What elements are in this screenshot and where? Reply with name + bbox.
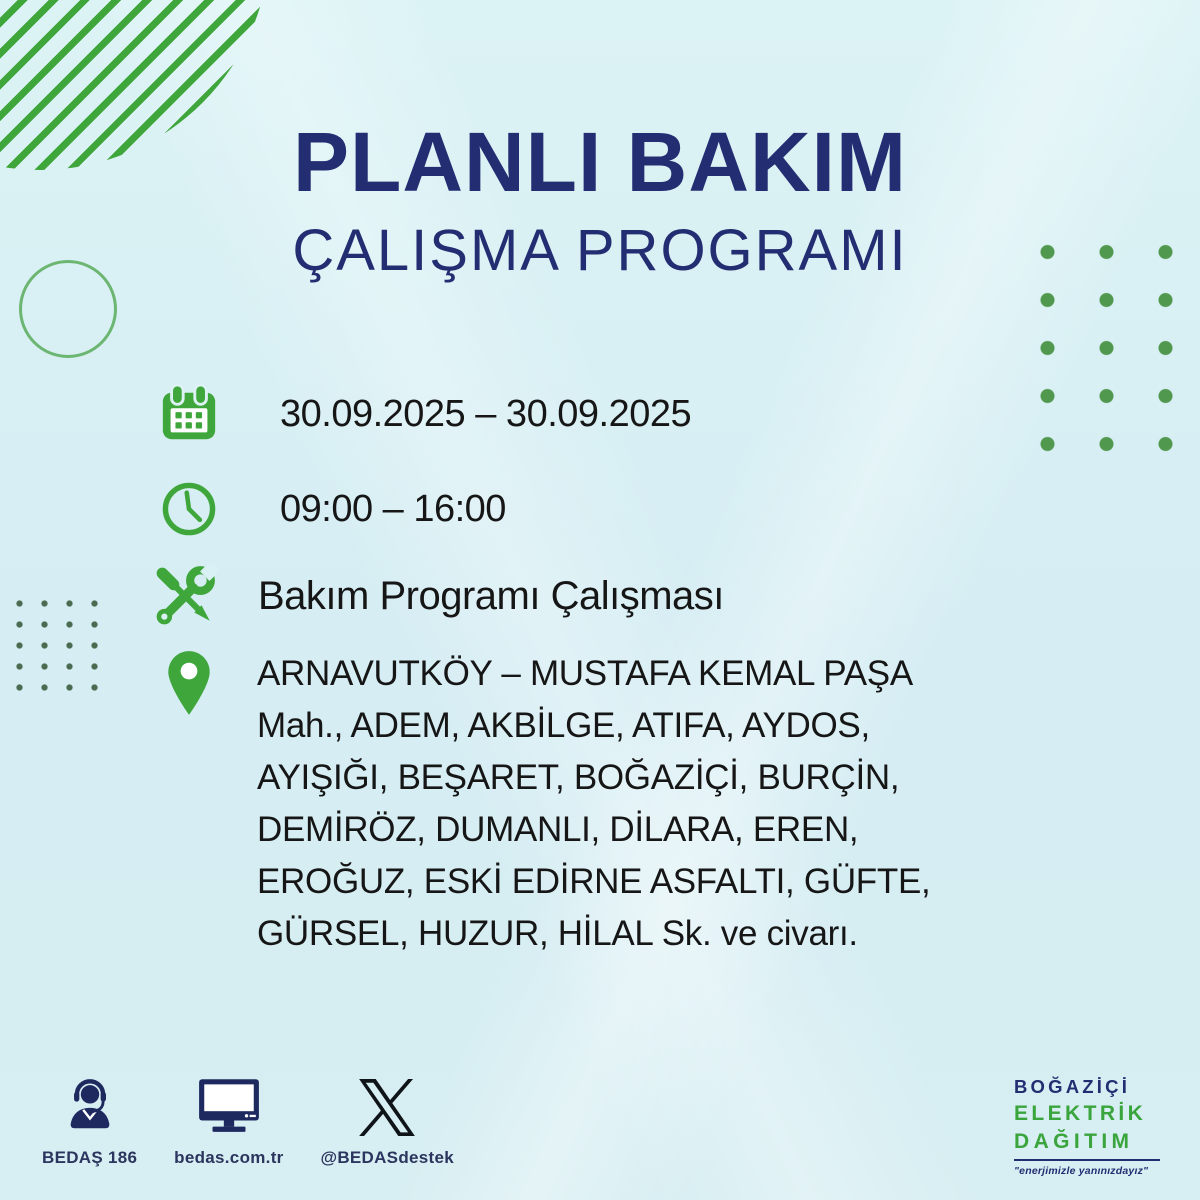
- date-range: 30.09.2025 – 30.09.2025: [280, 392, 692, 435]
- logo-line-bogazici: BOĞAZİÇİ: [1014, 1076, 1131, 1097]
- clock-icon: [160, 480, 218, 538]
- logo-tagline: "enerjimizle yanınızdayız": [1014, 1165, 1149, 1177]
- contact-call-center-label: BEDAŞ 186: [42, 1148, 138, 1167]
- location-line: ARNAVUTKÖY – MUSTAFA KEMAL PAŞA: [257, 654, 913, 693]
- location-line: DEMİRÖZ, DUMANLI, DİLARA, EREN,: [257, 810, 859, 849]
- logo-line-dagitim: DAĞITIM: [1014, 1130, 1134, 1153]
- time-range: 09:00 – 16:00: [280, 487, 506, 530]
- location-line: Mah., ADEM, AKBİLGE, ATIFA, AYDOS,: [257, 706, 870, 745]
- location-line: GÜRSEL, HUZUR, HİLAL Sk. ve civarı.: [257, 914, 858, 953]
- date-row: [158, 383, 691, 445]
- contact-x-account-label[interactable]: @BEDASdestek: [320, 1148, 454, 1167]
- location-line: EROĞUZ, ESKİ EDİRNE ASFALTI, GÜFTE,: [257, 862, 931, 901]
- logo-divider: [1014, 1159, 1160, 1161]
- calendar-icon: [158, 383, 220, 445]
- work-type-row: [152, 563, 724, 629]
- contact-x-account[interactable]: [320, 1072, 454, 1168]
- contact-website-label[interactable]: bedas.com.tr: [174, 1148, 284, 1167]
- time-row: [160, 480, 506, 538]
- work-type-label: Bakım Programı Çalışması: [258, 573, 724, 618]
- tools-icon: [152, 563, 218, 629]
- x-logo-icon: [359, 1072, 415, 1136]
- company-logo: [1014, 1076, 1164, 1177]
- contact-website[interactable]: [174, 1072, 283, 1168]
- dot-grid-left-decoration: [7, 593, 107, 698]
- poster-title: PLANLI BAKIM: [293, 115, 907, 209]
- location-row: [163, 648, 930, 960]
- monitor-icon: [196, 1072, 262, 1136]
- contact-call-center: [42, 1072, 137, 1168]
- footer-contacts: [42, 1072, 454, 1168]
- support-agent-icon: [59, 1072, 121, 1136]
- logo-line-elektrik: ELEKTRİK: [1014, 1102, 1147, 1125]
- location-text: [257, 648, 930, 960]
- location-pin-icon: [163, 648, 215, 718]
- poster-subtitle: ÇALIŞMA PROGRAMI: [292, 218, 908, 283]
- location-line: AYIŞIĞI, BEŞARET, BOĞAZİÇİ, BURÇİN,: [257, 758, 900, 797]
